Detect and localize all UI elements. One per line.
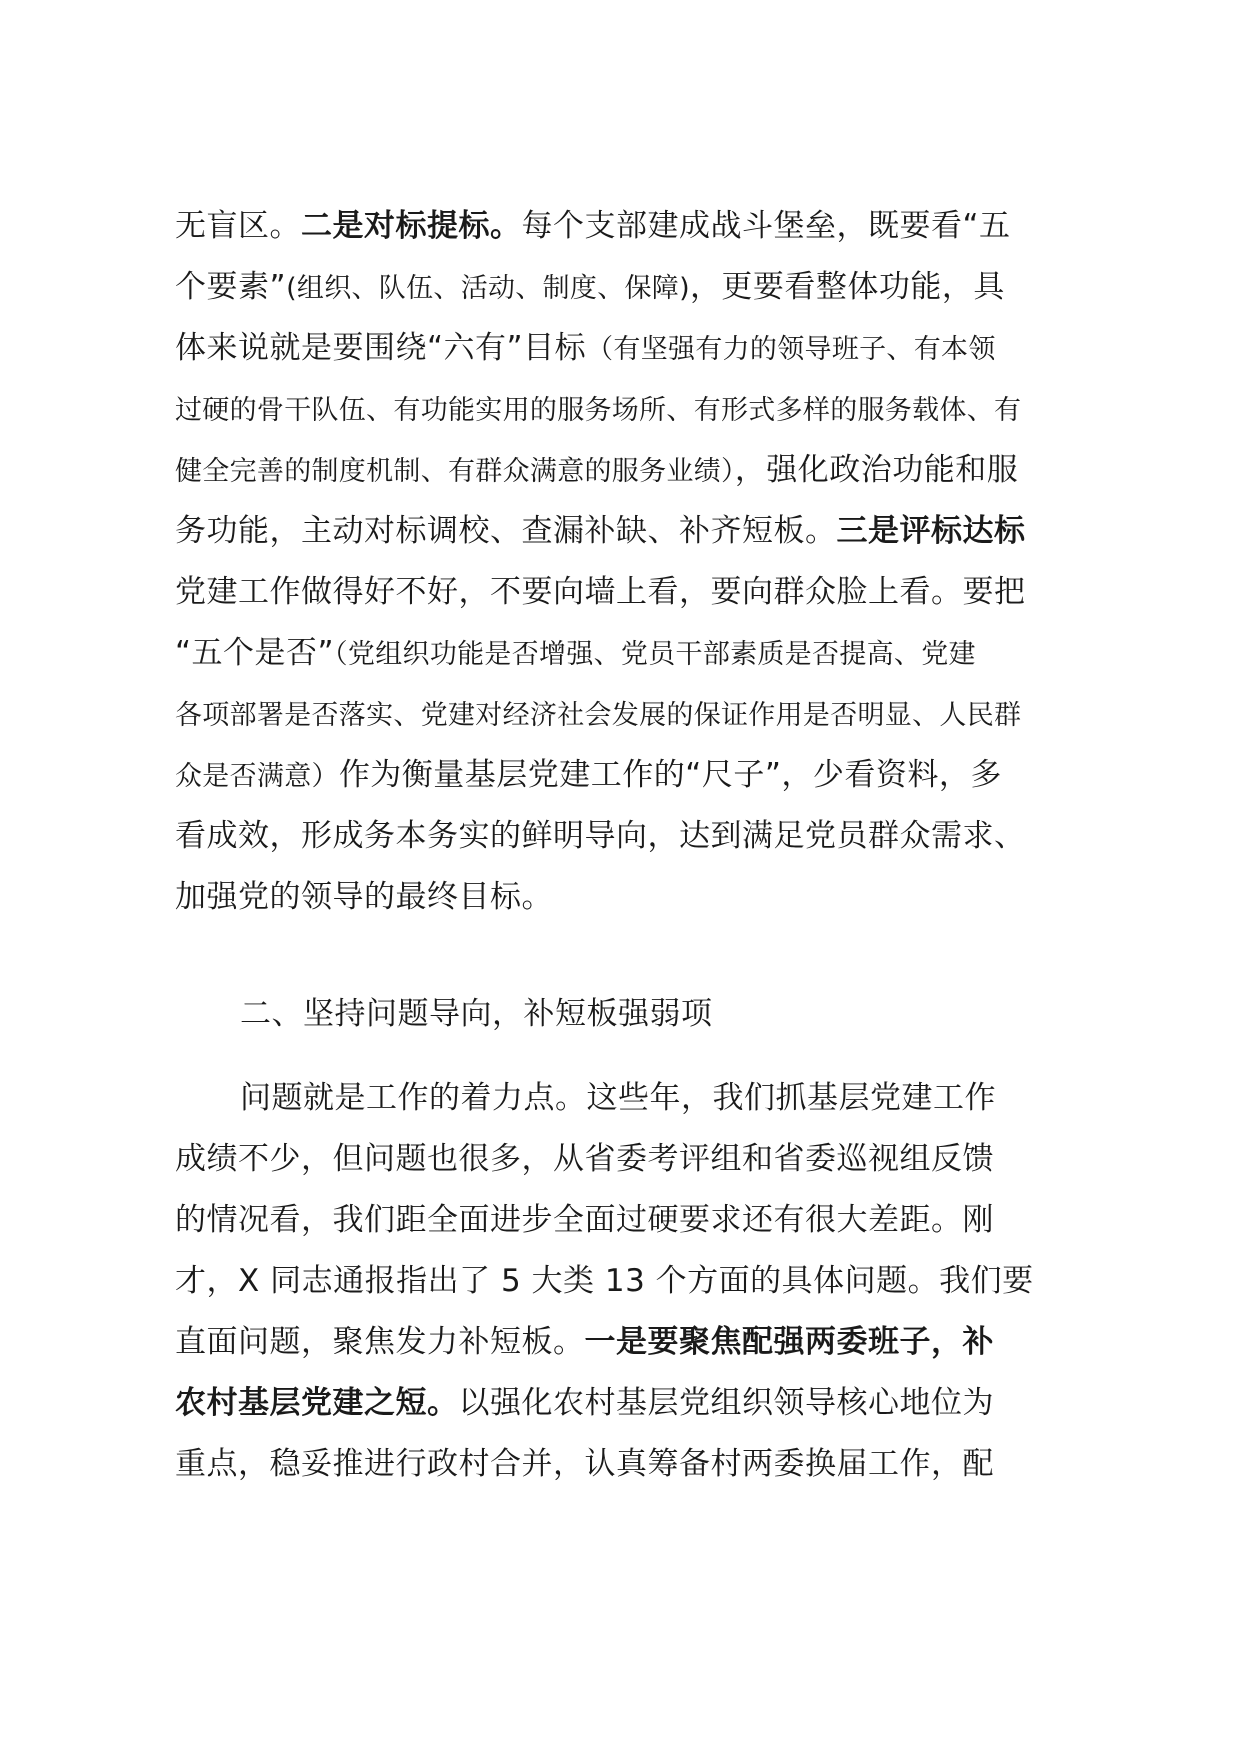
text-run: (组织、队伍、活动、制度、保障) [286, 273, 690, 304]
text-line [175, 267, 1005, 309]
text-run: 体来说就是要围绕“六有”目标 [175, 330, 587, 366]
text-line [175, 206, 1011, 246]
text-run: 直面问题，聚焦发力补短板。 [175, 1324, 585, 1360]
text-line [175, 816, 1026, 856]
bold-run: 一是要聚焦配强两委班子，补 [584, 1324, 994, 1360]
text-run: 党建工作做得好不好，不要向墙上看，要向群众脸上看。要把 [175, 574, 1026, 610]
text-run: 众是否满意） [175, 761, 339, 792]
text-run: 各项部署是否落实、党建对经济社会发展的保证作用是否明显、人民群 [175, 700, 1022, 731]
text-line [175, 1200, 994, 1240]
bold-run: 三是评标达标 [836, 513, 1026, 549]
text-run: 过硬的骨干队伍、有功能实用的服务场所、有形式多样的服务载体、有 [175, 395, 1022, 426]
text-line [175, 877, 553, 917]
text-run: 个要素” [175, 269, 287, 305]
text-line [175, 389, 1021, 431]
text-run: 看成效，形成务本务实的鲜明导向，达到满足党员群众需求、 [175, 818, 1026, 854]
text-line [175, 755, 1002, 797]
text-run: 以强化农村基层党组织领导核心地位为 [458, 1385, 994, 1421]
text-run: 成绩不少，但问题也很多，从省委考评组和省委巡视组反馈 [175, 1141, 994, 1177]
text-line [175, 328, 996, 370]
text-run: “五个是否” [175, 635, 335, 671]
text-line [175, 450, 1018, 492]
heading-line [240, 994, 713, 1034]
text-run: 健全完善的制度机制、有群众满意的服务业绩） [175, 456, 735, 487]
bold-run: 农村基层党建之短。 [175, 1385, 459, 1421]
text-line [175, 633, 976, 675]
text-run: 二、坚持问题导向，补短板强弱项 [240, 996, 713, 1032]
bold-run: 二是对标提标。 [301, 208, 522, 244]
text-run: 务功能，主动对标调校、查漏补缺、补齐短板。 [175, 513, 837, 549]
text-line [175, 1444, 994, 1484]
text-run: 重点，稳妥推进行政村合并，认真筹备村两委换届工作，配 [175, 1446, 994, 1482]
text-line [175, 572, 1026, 612]
text-line [175, 1139, 994, 1179]
text-run: 无盲区。 [175, 208, 301, 244]
text-run: ，更要看整体功能，具 [689, 269, 1005, 305]
text-line [175, 511, 1026, 551]
text-run: 每个支部建成战斗堡垒，既要看“五 [521, 208, 1011, 244]
text-run: 才，X 同志通报指出了 5 大类 13 个方面的具体问题。我们要 [175, 1263, 1034, 1299]
text-line [240, 1078, 996, 1118]
text-line [175, 1383, 994, 1423]
text-run: 问题就是工作的着力点。这些年，我们抓基层党建工作 [240, 1080, 996, 1116]
text-line [175, 1261, 1034, 1301]
text-run: （党组织功能是否增强、党员干部素质是否提高、党建 [334, 639, 976, 670]
text-line [175, 694, 1021, 736]
text-run: 的情况看，我们距全面进步全面过硬要求还有很大差距。刚 [175, 1202, 994, 1238]
text-line [175, 1322, 994, 1362]
text-run: 加强党的领导的最终目标。 [175, 879, 553, 915]
text-run: 作为衡量基层党建工作的“尺子”，少看资料，多 [338, 757, 1002, 793]
text-run: ，强化政治功能和服 [734, 452, 1019, 488]
text-run: （有坚强有力的领导班子、有本领 [586, 334, 996, 365]
